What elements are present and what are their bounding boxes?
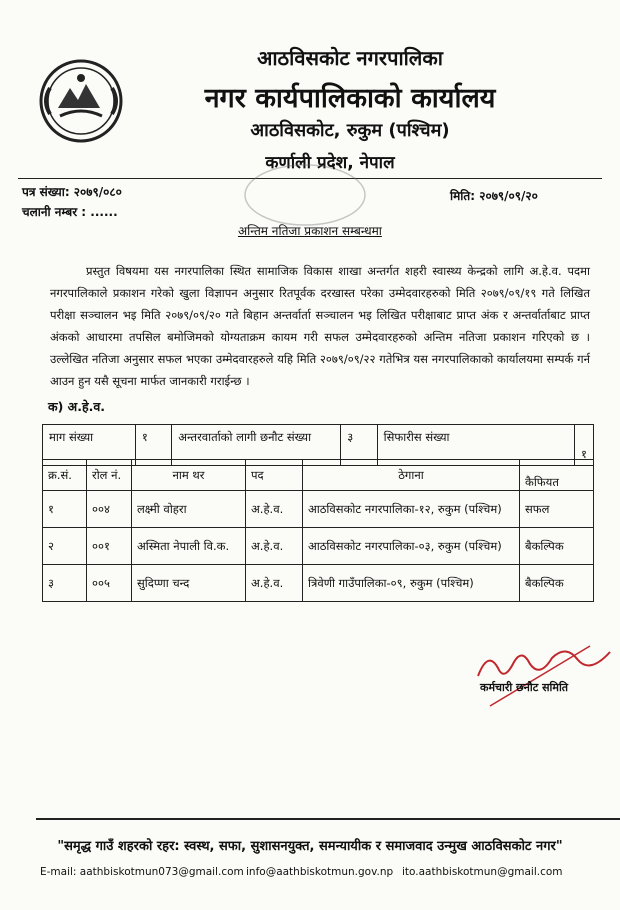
cell-roll: ००१ — [87, 528, 132, 565]
col-header-address: ठेगाना — [303, 460, 520, 491]
municipality-name: आठविसकोट नगरपालिका — [257, 46, 443, 70]
results-table — [42, 459, 594, 602]
recommend-count-value: १ — [575, 425, 594, 466]
footer-email-2: info@aathbiskotmun.gov.np — [246, 866, 394, 878]
province-country: कर्णाली प्रदेश, नेपाल — [265, 153, 395, 173]
cell-post: अ.हे.व. — [246, 528, 303, 565]
cell-name: अस्मिता नेपाली वि.क. — [132, 528, 246, 565]
cell-name: सुदिप्णा चन्द — [132, 565, 246, 602]
table-row — [43, 491, 594, 528]
cell-name: लक्ष्मी वोहरा — [132, 491, 246, 528]
footer-email-1: E-mail: aathbiskotmun073@gmail.com — [40, 866, 244, 878]
cell-sn: १ — [43, 491, 87, 528]
committee-label: कर्मचारी छनौट समिति — [480, 681, 569, 694]
letter-number: पत्र संख्या: २०७९/०८० — [22, 185, 122, 199]
subject-line: अन्तिम नतिजा प्रकाशन सम्बन्धमा — [238, 224, 382, 238]
notice-body: प्रस्तुत विषयमा यस नगरपालिका स्थित सामाजिक विकास शाखा अन्तर्गत शहरी स्वास्थ्य केन्द्रको लागि अ.हे.व. पदमा नगरपालिकाले प्रकाशन गरेको खुला विज्ञापन अनुसार रितपूर्वक दरखास्त परेका उम्मेदवारहरुको मिति २०७९/०९/१९ गते लिखित परीक्षा सञ्चालन भइ मिति २०७९/०९/२० गते बिहान अन्तर्वार्ता सञ्चालन भइ लिखित परीक्षाबाट प्राप्त अंक र अन्तर्वार्ताबाट प्राप्त अंकको आधारमा तपसिल बमोजिमको योग्यताक्रम कायम गरी सफल उम्मेदवारहरुको अन्तिम नतिजा प्रकाशन गरिएको छ । उल्लेखित नतिजा अनुसार सफल भएका उम्मेदवारहरुले यहि मिति २०७९/०९/२२ गतेभित्र यस नगरपालिकाको कार्यालयमा सम्पर्क गर्न आउन हुन यसै सूचना मार्फत जानकारी गराईन्छ । — [50, 264, 590, 388]
shortlist-count-value: ३ — [341, 425, 377, 466]
col-header-sn: क्र.सं. — [43, 460, 87, 491]
table-row — [43, 528, 594, 565]
cell-address: त्रिवेणी गाउँपालिका-०९, रुकुम (पश्चिम) — [303, 565, 520, 602]
footer-rule — [36, 818, 620, 820]
section-label: क) अ.हे.व. — [48, 399, 106, 414]
cell-address: आठविसकोट नगरपालिका-१२, रुकुम (पश्चिम) — [303, 491, 520, 528]
col-header-remark: कैफियत — [520, 460, 594, 491]
col-header-roll: रोल नं. — [87, 460, 132, 491]
cell-sn: २ — [43, 528, 87, 565]
table-row — [43, 565, 594, 602]
footer-motto: "समृद्ध गाउँ शहरको रहर: स्वस्थ, सफा, सुशासनयुक्त, समन्यायीक र समाजवाद उन्मुख आठविसकोट नगर" — [57, 839, 563, 854]
table-header-row — [43, 460, 594, 491]
footer-email-3: ito.aathbiskotmun@gmail.com — [402, 866, 563, 878]
cell-roll: ००४ — [87, 491, 132, 528]
handwritten-signature — [470, 638, 620, 708]
cell-remark: बैकल्पिक — [520, 565, 594, 602]
cell-post: अ.हे.व. — [246, 565, 303, 602]
cell-remark: बैकल्पिक — [520, 528, 594, 565]
dispatch-number: चलानी नम्बर : ...... — [22, 205, 118, 219]
demand-count-label: माग संख्या — [43, 425, 136, 466]
office-title: नगर कार्यपालिकाको कार्यालय — [204, 83, 496, 114]
col-header-post: पद — [246, 460, 303, 491]
col-header-name: नाम थर — [132, 460, 246, 491]
letter-date: मिति: २०७९/०९/२० — [450, 189, 538, 203]
office-address: आठविसकोट, रुकुम (पश्चिम) — [250, 120, 450, 141]
cell-post: अ.हे.व. — [246, 491, 303, 528]
cell-address: आठविसकोट नगरपालिका-०३, रुकुम (पश्चिम) — [303, 528, 520, 565]
cell-sn: ३ — [43, 565, 87, 602]
cell-remark: सफल — [520, 491, 594, 528]
cell-roll: ००५ — [87, 565, 132, 602]
recommend-count-label: सिफारीस संख्या — [377, 425, 574, 466]
office-stamp — [240, 160, 370, 230]
shortlist-count-label: अन्तरवार्ताको लागी छनौट संख्या — [172, 425, 341, 466]
demand-count-value: १ — [135, 425, 171, 466]
